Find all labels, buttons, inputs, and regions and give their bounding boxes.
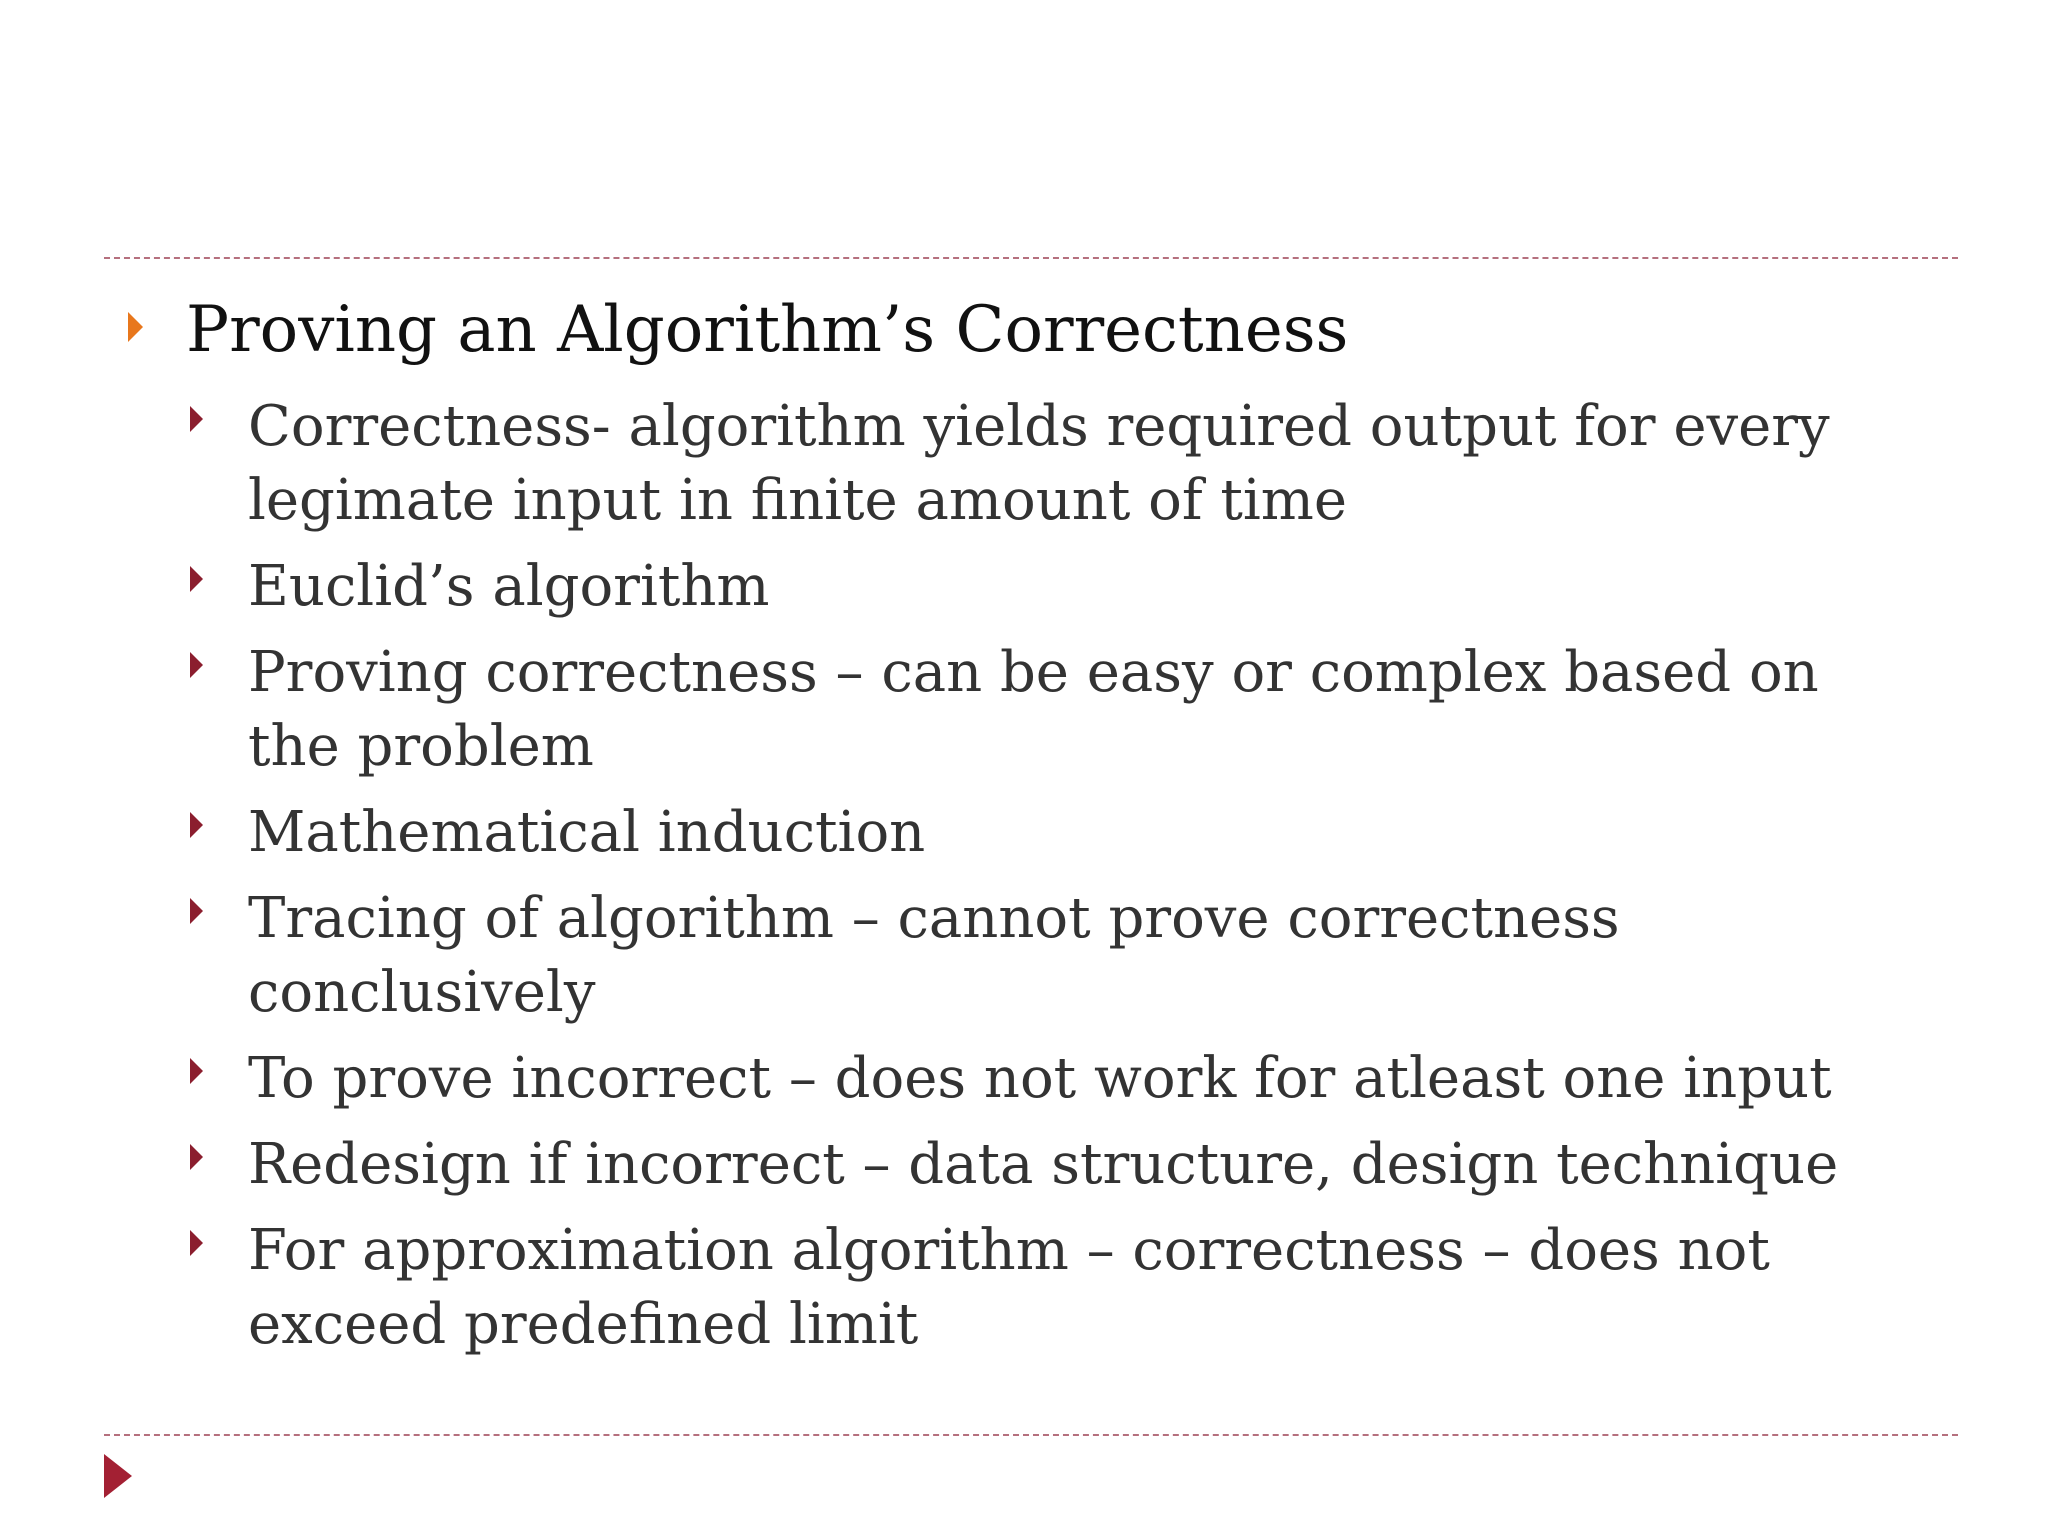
sub-bullet-item — [248, 882, 1688, 1030]
sub-bullet-list — [248, 390, 1968, 1374]
sub-bullet-item — [248, 636, 1918, 784]
sub-bullet-text: Euclid’s algorithm — [248, 554, 770, 619]
red-triangle-bullet-icon — [190, 1144, 203, 1170]
orange-triangle-bullet-icon — [128, 312, 143, 342]
red-triangle-bullet-icon — [190, 566, 203, 592]
sub-bullet-item — [248, 550, 1968, 624]
sub-bullet-text: Proving correctness – can be easy or complex based on the problem — [248, 640, 1819, 779]
sub-bullet-item — [248, 390, 1918, 538]
red-triangle-bullet-icon — [190, 812, 203, 838]
red-triangle-bullet-icon — [190, 406, 203, 432]
sub-bullet-text: Mathematical induction — [248, 800, 926, 865]
sub-bullet-text: To prove incorrect – does not work for atleast one input — [248, 1046, 1832, 1111]
red-triangle-bullet-icon — [190, 1230, 203, 1256]
sub-bullet-item — [248, 1214, 1868, 1362]
sub-bullet-text: Tracing of algorithm – cannot prove correctness conclusively — [248, 886, 1620, 1025]
red-triangle-bullet-icon — [190, 898, 203, 924]
top-divider — [104, 257, 1958, 259]
red-triangle-bullet-icon — [190, 1058, 203, 1084]
sub-bullet-text: For approximation algorithm – correctness – does not exceed predefined limit — [248, 1218, 1770, 1357]
corner-arrow-icon — [104, 1454, 132, 1498]
red-triangle-bullet-icon — [190, 652, 203, 678]
sub-bullet-item — [248, 1042, 1968, 1116]
bottom-divider — [104, 1434, 1958, 1436]
sub-bullet-text: Correctness- algorithm yields required output for every legimate input in finite amount of time — [248, 394, 1830, 533]
sub-bullet-item — [248, 1128, 1968, 1202]
sub-bullet-text: Redesign if incorrect – data structure, design technique — [248, 1132, 1839, 1197]
main-bullet-text: Proving an Algorithm’s Correctness — [186, 293, 1349, 367]
sub-bullet-item — [248, 796, 1968, 870]
